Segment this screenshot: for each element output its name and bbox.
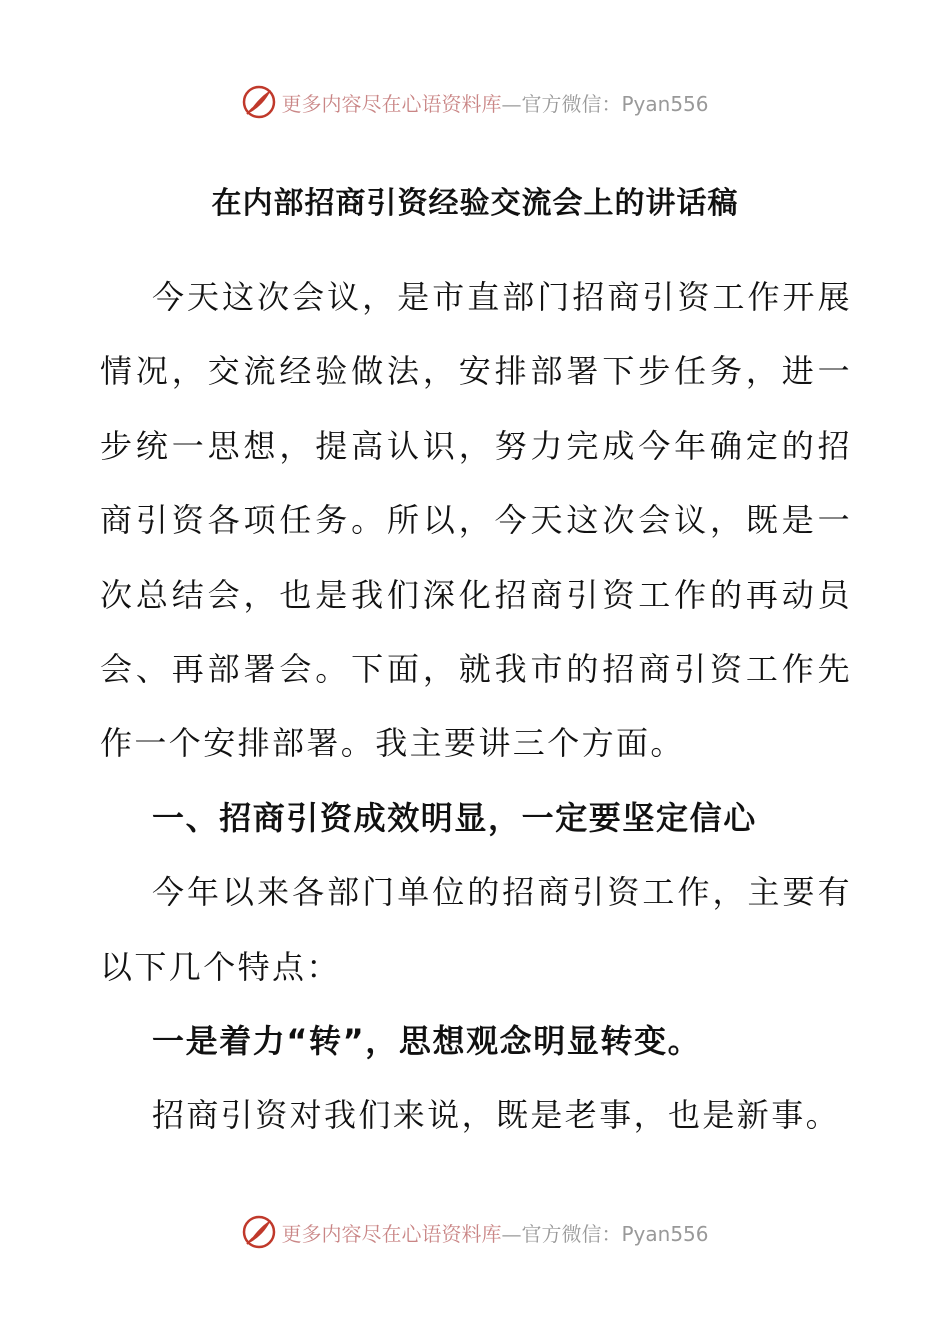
paragraph-subheading-1: 招商引资对我们来说，既是老事，也是新事。 [152, 1096, 841, 1135]
watermark-wechat-id: Pyan556 [621, 91, 709, 116]
watermark-text [281, 1218, 708, 1247]
document-title: 在内部招商引资经验交流会上的讲话稿 [211, 186, 739, 221]
paragraph-section-1-intro: 今年以来各部门单位的招商引资工作，主要有以下几个特点： [100, 873, 852, 986]
quill-logo-icon [241, 84, 277, 120]
section-heading-1: 一、招商引资成效明显，一定要坚定信心 [152, 798, 757, 837]
document-body [100, 260, 852, 1153]
header-watermark [0, 82, 950, 122]
watermark-separator: — [501, 91, 522, 116]
quill-logo-icon [241, 1214, 277, 1250]
watermark-text [281, 88, 708, 117]
footer-watermark [0, 1212, 950, 1252]
watermark-wechat-label: 官方微信： [521, 91, 622, 116]
paragraph-intro: 今天这次会议，是市直部门招商引资工作开展情况，交流经验做法，安排部署下步任务，进一步统一思想，提高认识，努力完成今年确定的招商引资各项任务。所以，今天这次会议，既是一次总结会，也是我们深化招商引资工作的再动员会、再部署会。下面，就我市的招商引资工作先作一个安排部署。我主要讲三个方面。 [100, 278, 852, 763]
watermark-separator: — [501, 1221, 522, 1246]
subheading-1: 一是着力“转”，思想观念明显转变。 [152, 1022, 702, 1061]
watermark-wechat-id: Pyan556 [621, 1221, 709, 1246]
watermark-wechat-label: 官方微信： [521, 1221, 622, 1246]
watermark-site-text: 更多内容尽在心语资料库 [281, 91, 502, 116]
watermark-site-text: 更多内容尽在心语资料库 [281, 1221, 502, 1246]
